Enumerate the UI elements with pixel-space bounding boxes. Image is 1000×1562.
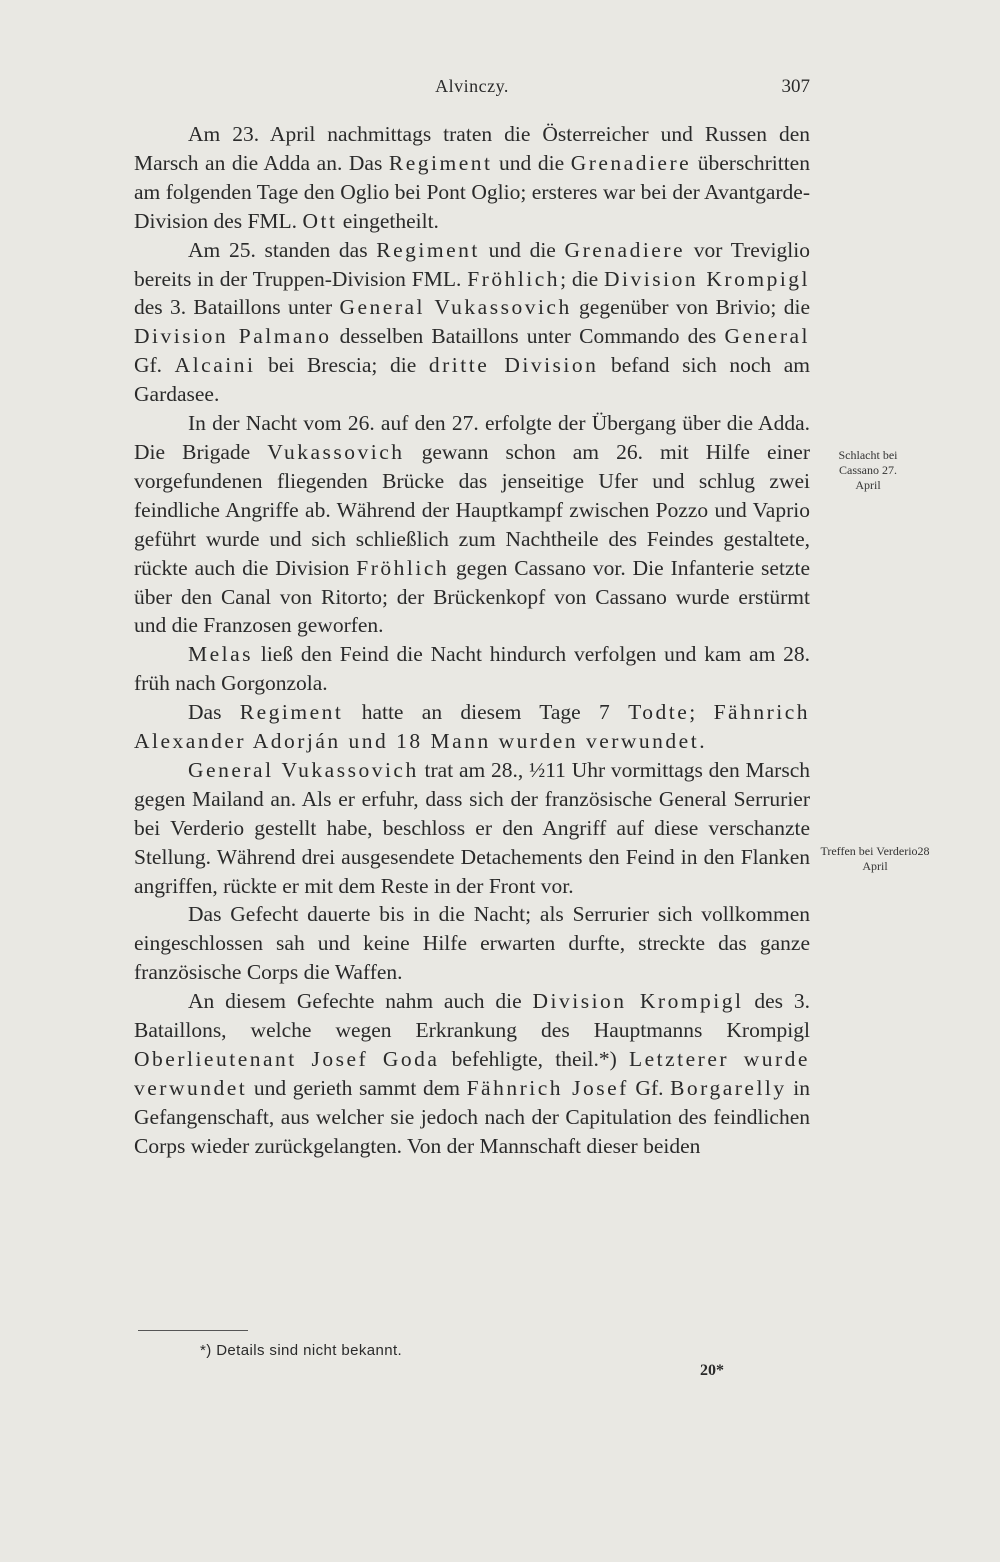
running-head — [134, 76, 810, 100]
spaced-emphasis: General Vukassovich — [188, 757, 419, 782]
text-run: desselben Bataillons unter Commando des — [331, 324, 725, 349]
spaced-emphasis: Regiment — [376, 237, 480, 262]
paragraph — [134, 236, 810, 409]
text-run: ; die — [560, 266, 604, 291]
text-run: und die — [492, 150, 571, 175]
text-run: eingetheilt. — [337, 208, 439, 233]
footnote-rule — [138, 1330, 248, 1331]
paragraph — [134, 640, 810, 698]
spaced-emphasis: Vukassovich — [267, 439, 405, 464]
spaced-emphasis: Division Palmano — [134, 324, 332, 349]
spaced-emphasis: Fähnrich Alexander Adorján und 18 Mann wurden verwundet — [134, 700, 810, 754]
text-run: ; — [689, 700, 714, 725]
text-run: gegen Cassano vor. Die Infanterie setzte über den Canal von Ritorto; der Brückenkopf von Cassano wurde erstürmt und die Franzosen geworfen. — [134, 555, 810, 638]
text-run: hatte an diesem Tage 7 — [343, 700, 629, 725]
text-run: ließ den Feind die Nacht hindurch verfolgen und kam am 28. früh nach Gorgonzola. — [134, 642, 810, 696]
text-run: bei Brescia; die — [255, 353, 429, 378]
paragraph — [134, 120, 810, 236]
paragraph — [134, 987, 810, 1160]
text-run: Das — [188, 700, 240, 725]
text-run: und gerieth sammt dem — [247, 1075, 467, 1100]
text-run: Gf. — [134, 353, 175, 378]
text-run: gegenüber von Brivio; die — [571, 295, 810, 320]
spaced-emphasis: Grenadiere — [564, 237, 686, 262]
footnote: *) Details sind nicht bekannt. — [200, 1342, 403, 1359]
text-run: Das Gefecht dauerte bis in die Nacht; als Serrurier sich vollkommen eingeschlossen sah und keine Hilfe erwarten durfte, streckte das ganze französische Corps die Waffen. — [134, 902, 810, 985]
spaced-emphasis: Letzterer wurde verwundet — [134, 1047, 810, 1100]
running-title: Alvinczy. — [435, 76, 509, 96]
spaced-emphasis: General Vukassovich — [339, 295, 572, 320]
text-run: des 3. Bataillons unter — [134, 295, 340, 320]
spaced-emphasis: Division Krompigl — [532, 989, 744, 1014]
page-number: 307 — [781, 76, 810, 97]
body-text — [134, 120, 810, 1161]
spaced-emphasis: Oberlieutenant Josef Goda — [134, 1047, 440, 1071]
spaced-emphasis: Fröhlich — [467, 266, 561, 291]
text-run: Am 23. April nachmittags traten die Österreicher und Russen den Marsch an die Adda an. Das — [134, 122, 810, 175]
text-run: Gf. — [628, 1075, 671, 1100]
paragraph — [134, 698, 810, 756]
spaced-emphasis: Regiment — [239, 700, 344, 725]
text-run: und die — [479, 237, 565, 262]
spaced-emphasis: Melas — [188, 642, 254, 667]
text-run: befand sich noch am Gardasee. — [134, 353, 811, 407]
signature-mark: 20* — [700, 1362, 724, 1379]
spaced-emphasis: Division Krompigl — [604, 266, 811, 291]
text-run: trat am 28., ½11 Uhr vormittags den Marsch gegen Mailand an. Als er erfuhr, dass sich der französische General Serrurier bei Verderio gestellt habe, beschloss er den Angriff auf diese verschanzte Stellung. Während drei ausgesendete Detachements den Feind in den Flanken angriffen, rückte er mit dem Reste in der Front vor. — [134, 757, 810, 898]
spaced-emphasis: Grenadiere — [570, 150, 692, 175]
spaced-emphasis: Todte — [628, 700, 690, 725]
text-run: Am 25. standen das — [188, 237, 377, 262]
paragraph — [134, 900, 810, 987]
spaced-emphasis: Regiment — [388, 150, 493, 175]
text-run: vor Treviglio bereits in der Truppen-Division FML. — [134, 237, 810, 291]
spaced-emphasis: Borgarelly — [670, 1075, 787, 1100]
spaced-emphasis: dritte Division — [428, 353, 599, 378]
margin-note-cassano: Schlacht bei Cassano 27. April — [838, 448, 898, 492]
text-run: befehligte, theil.*) — [439, 1047, 629, 1071]
spaced-emphasis: Fröhlich — [356, 555, 450, 580]
spaced-emphasis: Ott — [302, 208, 338, 233]
text-run: . — [699, 729, 705, 754]
spaced-emphasis: General — [724, 324, 810, 349]
paragraph — [134, 756, 810, 901]
text-run: An diesem Gefechte nahm auch die — [188, 989, 533, 1014]
text-run: des 3. Bataillons, welche wegen Erkrankung des Hauptmanns Krompigl — [134, 989, 811, 1043]
margin-note-verderio: Treffen bei Verderio28 April — [820, 844, 930, 873]
text-run: gewann schon am 26. mit Hilfe einer vorgefundenen fliegenden Brücke das jenseitige Ufer und schlug zwei feindliche Angriffe ab. Während der Hauptkampf zwischen Pozzo und Vaprio geführt wurde und sich schließlich zum Nachtheile des Feindes gestaltete, rückte auch die Division — [134, 439, 810, 580]
spaced-emphasis: Fähnrich Josef — [466, 1075, 629, 1100]
spaced-emphasis: Alcaini — [174, 353, 256, 378]
text-run: in Gefangenschaft, aus welcher sie jedoch nach der Capitulation des feindlichen Corps wieder zurückgelangten. Von der Mannschaft dieser beiden — [134, 1075, 810, 1158]
text-run: In der Nacht vom 26. auf den 27. erfolgte der Übergang über die Adda. Die Brigade — [134, 411, 810, 464]
text-run: überschritten am folgenden Tage den Oglio bei Pont Oglio; ersteres war bei der Avantgarde-Division des FML. — [134, 150, 810, 233]
paragraph — [134, 409, 810, 640]
